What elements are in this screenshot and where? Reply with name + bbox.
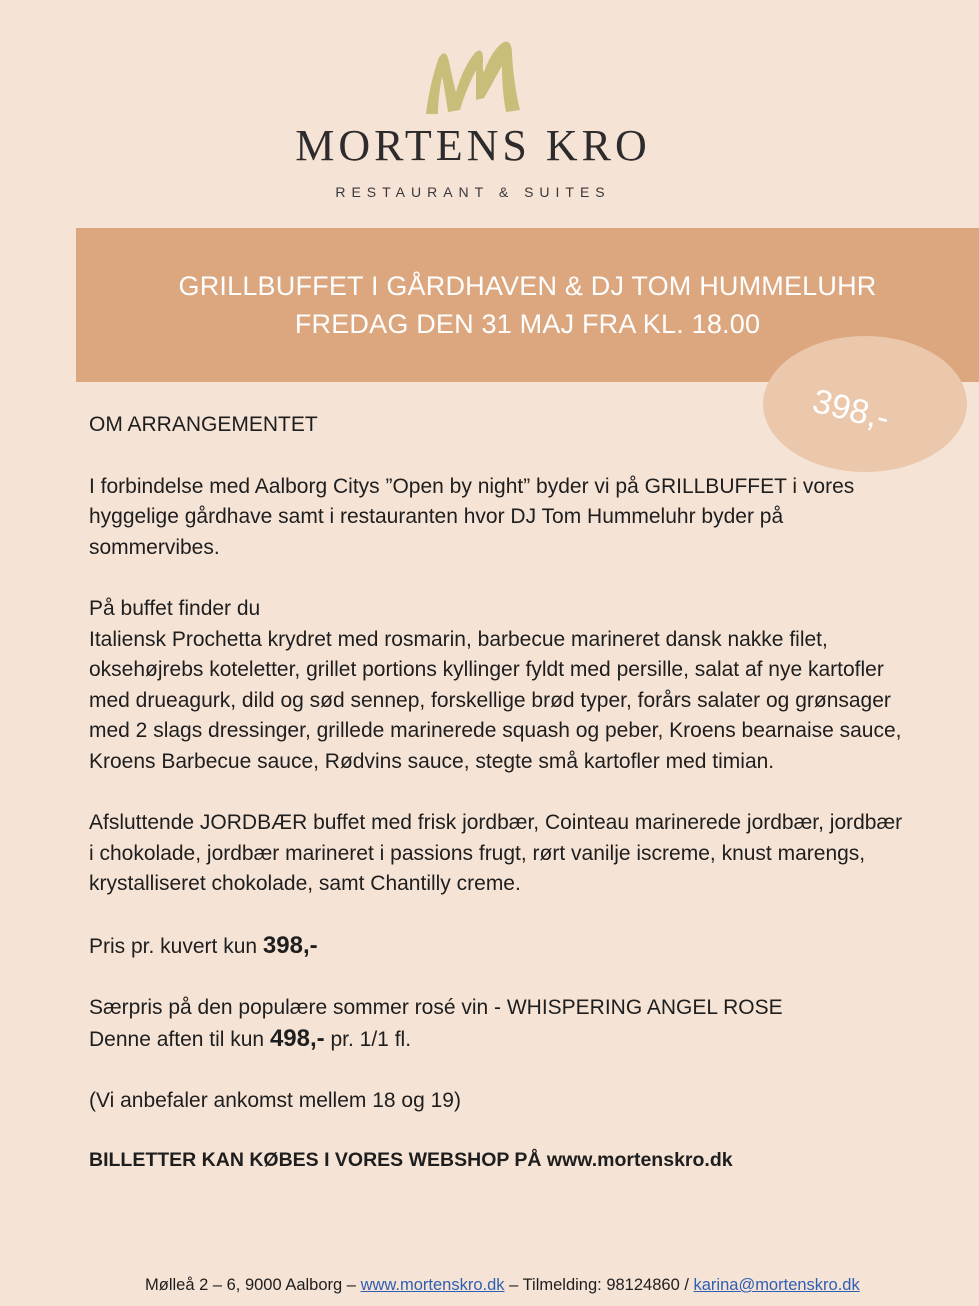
price-value: 398,- [262, 931, 318, 959]
m-letter-mark-icon [418, 38, 528, 118]
price-label: Pris pr. kuvert kun [89, 934, 263, 958]
dessert-paragraph: Afsluttende JORDBÆR buffet med frisk jordbær, Cointeau marinerede jordbær, jordbær i chokolade, jordbær marineret i passions frugt, rørt vanilje iscreme, knust marengs, krystalliseret chokolade, samt Chantilly creme. [89, 811, 903, 895]
tickets-note: BILLETTER KAN KØBES I VORES WEBSHOP PÅ www.mortenskro.dk [89, 1148, 733, 1171]
wine-price-line [89, 1024, 909, 1056]
footer-address: Mølleå 2 – 6, 9000 Aalborg – [145, 1276, 361, 1294]
footer-website-link[interactable]: www.mortenskro.dk [360, 1276, 505, 1294]
intro-paragraph: I forbindelse med Aalborg Citys ”Open by night” byder vi på GRILLBUFFET i vores hyggelige gårdhave samt i restauranten hvor DJ Tom Hummeluhr byder på sommervibes. [89, 474, 855, 559]
price-badge-text: 398,- [808, 382, 894, 438]
logo [0, 38, 946, 200]
wine-price-suffix: pr. 1/1 fl. [324, 1027, 412, 1051]
footer [145, 1276, 860, 1295]
footer-email-link[interactable]: karina@mortenskro.dk [693, 1276, 860, 1294]
wine-price-value: 498,- [269, 1024, 325, 1052]
wine-offer-line: Særpris på den populære sommer rosé vin - WHISPERING ANGEL ROSE [89, 996, 783, 1019]
buffet-heading: På buffet finder du [89, 597, 261, 620]
arrival-note: (Vi anbefaler ankomst mellem 18 og 19) [89, 1089, 461, 1112]
buffet-paragraph: Italiensk Prochetta krydret med rosmarin, barbecue marineret dansk nakke filet, oksehøjrebs koteletter, grillet portions kyllinger fyldt med persille, salat af nye kartofler med drueagurk, dild og sød sennep, forskellige brød typer, forårs salater og grønsager med 2 slags dressinger, grillede marinerede squash og peber, Kroens bearnaise sauce, Kroens Barbecue sauce, Rødvins sauce, stegte små kartofler med timian. [89, 627, 902, 773]
brand-subtitle: RESTAURANT & SUITES [335, 184, 611, 200]
event-description [89, 410, 909, 1175]
price-line [89, 931, 909, 963]
brand-name: MORTENS KRO [295, 121, 651, 170]
footer-signup: – Tilmelding: 98124860 / [504, 1276, 694, 1294]
section-heading: OM ARRANGEMENTET [89, 413, 318, 436]
banner-title: GRILLBUFFET I GÅRDHAVEN & DJ TOM HUMMELUHR [178, 271, 877, 301]
wine-price-prefix: Denne aften til kun [89, 1027, 270, 1051]
banner-date: FREDAG DEN 31 MAJ FRA KL. 18.00 [294, 309, 761, 339]
